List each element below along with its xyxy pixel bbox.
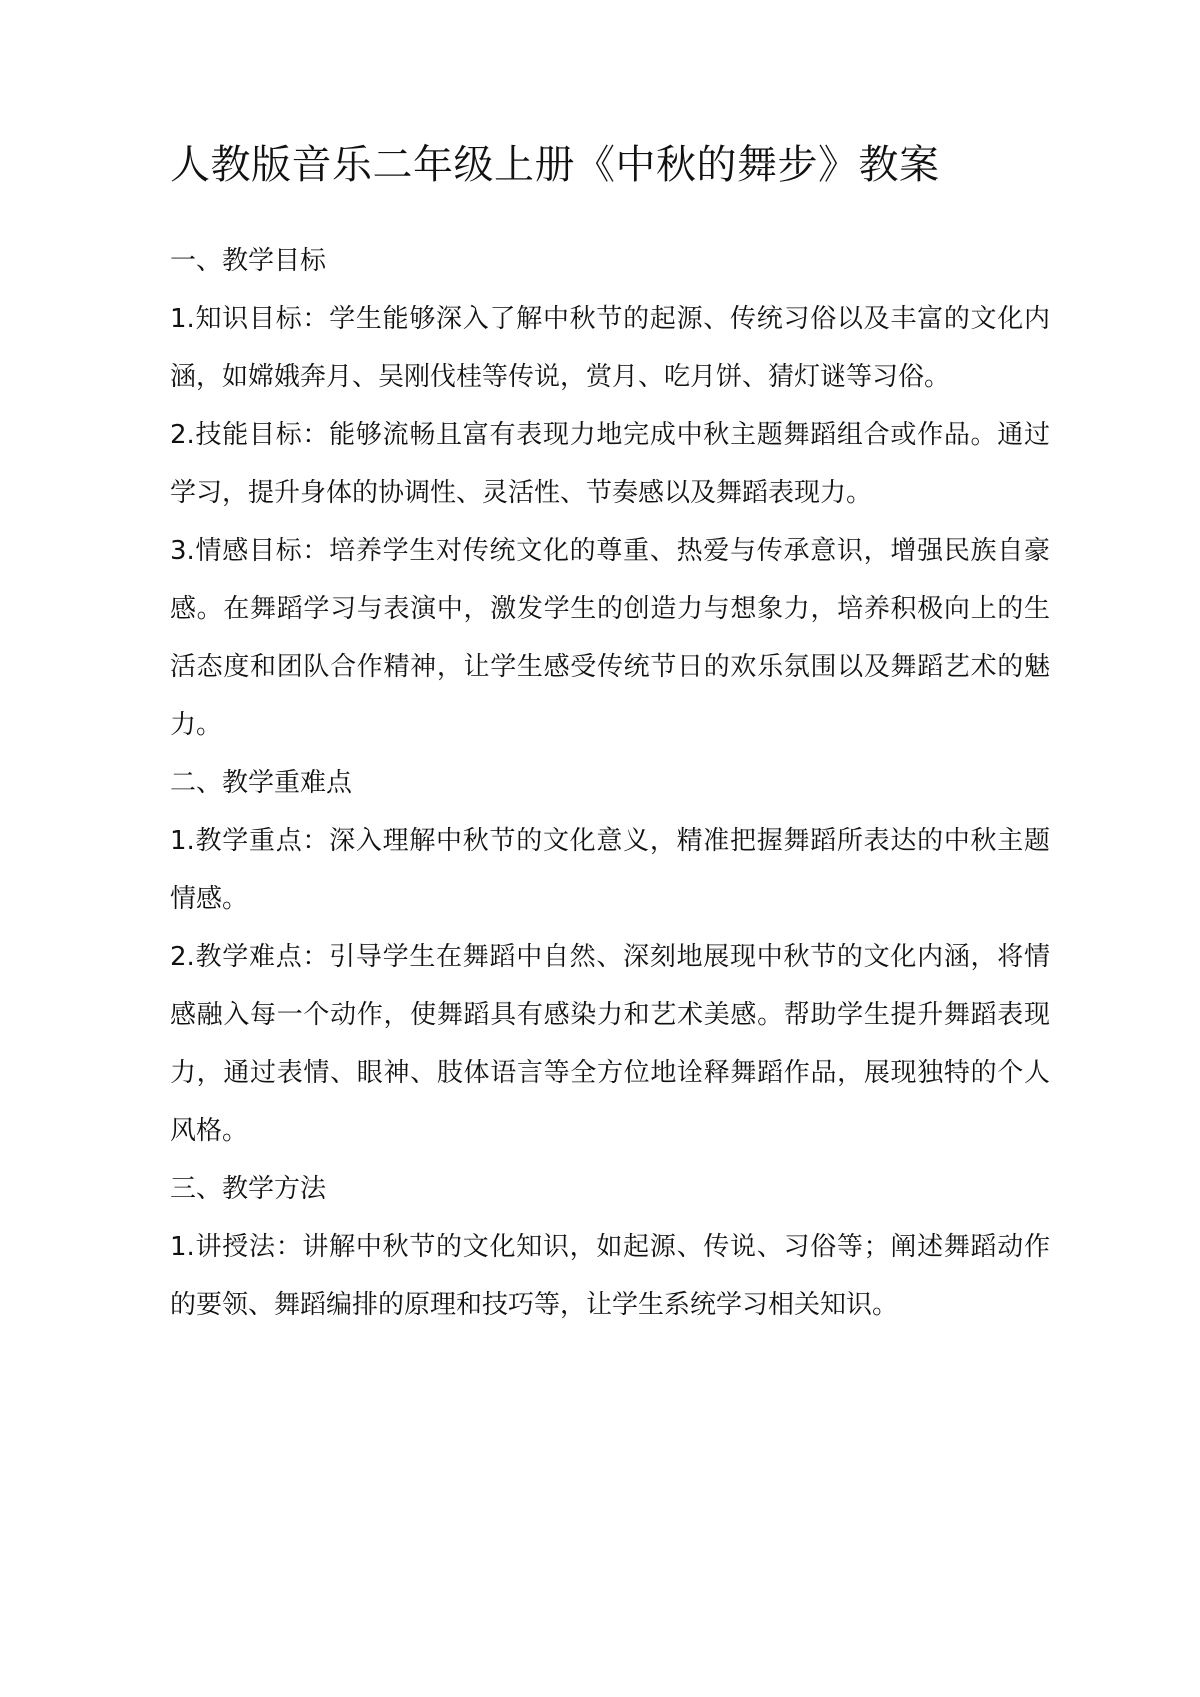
paragraph-skill-objective: 2.技能目标：能够流畅且富有表现力地完成中秋主题舞蹈组合或作品。通过学习，提升身体的协调性、灵活性、节奏感以及舞蹈表现力。 xyxy=(170,420,1050,508)
paragraph-knowledge-objective: 1.知识目标：学生能够深入了解中秋节的起源、传统习俗以及丰富的文化内涵，如嫦娥奔月、吴刚伐桂等传说，赏月、吃月饼、猜灯谜等习俗。 xyxy=(170,304,1050,392)
paragraph-emotion-objective: 3.情感目标：培养学生对传统文化的尊重、热爱与传承意识，增强民族自豪感。在舞蹈学习与表演中，激发学生的创造力与想象力，培养积极向上的生活态度和团队合作精神，让学生感受传统节日的欢乐氛围以及舞蹈艺术的魅力。 xyxy=(170,536,1050,740)
paragraph-difficult-point: 2.教学难点：引导学生在舞蹈中自然、深刻地展现中秋节的文化内涵，将情感融入每一个动作，使舞蹈具有感染力和艺术美感。帮助学生提升舞蹈表现力，通过表情、眼神、肢体语言等全方位地诠释舞蹈作品，展现独特的个人风格。 xyxy=(170,942,1050,1146)
paragraph-lecture-method: 1.讲授法：讲解中秋节的文化知识，如起源、传说、习俗等；阐述舞蹈动作的要领、舞蹈编排的原理和技巧等，让学生系统学习相关知识。 xyxy=(170,1232,1050,1320)
section-key-difficult-points xyxy=(170,754,1050,1160)
section-teaching-methods xyxy=(170,1160,1050,1334)
document-page xyxy=(170,135,1050,1334)
section-teaching-objectives xyxy=(170,232,1050,754)
paragraph-key-point: 1.教学重点：深入理解中秋节的文化意义，精准把握舞蹈所表达的中秋主题情感。 xyxy=(170,826,1050,914)
document-title: 人教版音乐二年级上册《中秋的舞步》教案 xyxy=(170,142,940,188)
section-heading: 二、教学重难点 xyxy=(170,768,353,798)
section-heading: 一、教学目标 xyxy=(170,246,327,276)
section-heading: 三、教学方法 xyxy=(170,1174,327,1204)
